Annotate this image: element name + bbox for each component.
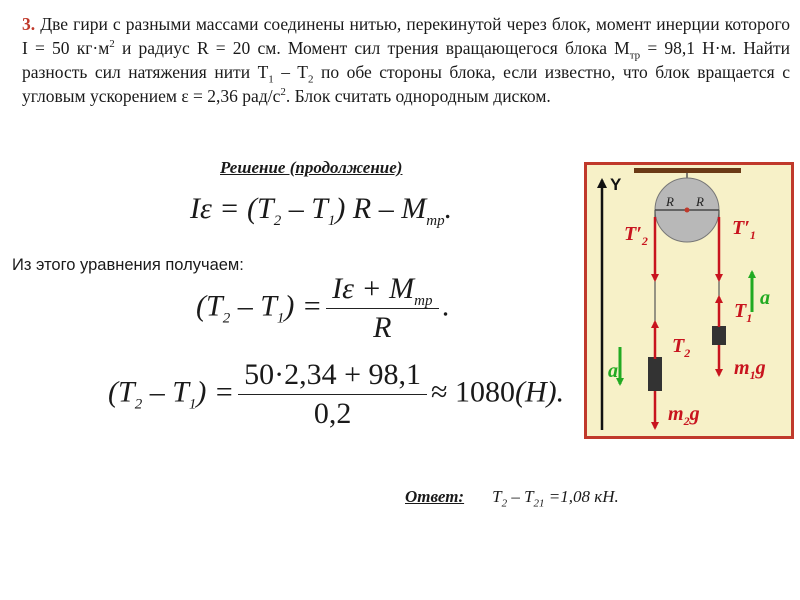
derivation-text: Из этого уравнения получаем: [12, 256, 244, 274]
equation-1: $I\varepsilon = (T_2 - T_1)$ R – $M_{тр}$. [190, 192, 453, 229]
mass-2 [648, 357, 662, 391]
mass-1 [712, 326, 726, 345]
label-m1g: $m_1g$ [734, 357, 766, 382]
equation-2: $(T_2 - T_1)$ = $\frac{I\varepsilon + M_{тр}}{R}$ . [196, 272, 450, 344]
y-axis-label: Y [610, 175, 622, 194]
ceiling [634, 168, 741, 173]
answer: Ответ: $T_2 - T_{21} =1,08$ кН. [405, 487, 619, 510]
label-t2: $T_2$ [672, 335, 691, 360]
equation-2-fraction: $\frac{I\varepsilon + M_{тр}}{R}$ [326, 272, 438, 345]
problem-statement: 3. Две гири с разными массами соединены нитью, перекинутой через блок, момент инерции которого I = 50 $кг\cdot м^2$ и радиус R = 20 см. Момент сил трения вращающегося блока $M_{тр} = 98,1$ Н·м. Найти разность сил натяжения нити $T_1 - T_2$ по обе стороны блока, если известно, что блок вращается с угловым ускорением ε = 2,36 рад/$с^2$. Блок считать однородным диском. [22, 14, 791, 106]
label-m2g: $m_2g$ [668, 403, 700, 428]
solution-heading: Решение (продолжение) [220, 158, 403, 177]
pulley-axle [685, 208, 690, 213]
label-acceleration-right: a [760, 287, 770, 309]
answer-label: Ответ: [405, 487, 465, 506]
radius-label-right: R [696, 194, 704, 209]
radius-label-left: R [666, 194, 674, 209]
label-t1: $T_1$ [734, 300, 753, 325]
equation-3-fraction: $\frac{50\cdot 2,34 + 98,1}{0,2}$ [238, 358, 427, 431]
label-t1-prime: $T'_1$ [732, 217, 756, 242]
equation-3: $(T_2 - T_1)$ = $\frac{50\cdot 2,34 + 98,1}{0,2}$ ≈ 1080(H). [108, 358, 565, 430]
label-t2-prime: $T'_2$ [624, 223, 648, 248]
label-acceleration-left: a [608, 360, 618, 382]
problem-number: 3. [22, 14, 36, 34]
pulley-diagram [584, 162, 794, 439]
